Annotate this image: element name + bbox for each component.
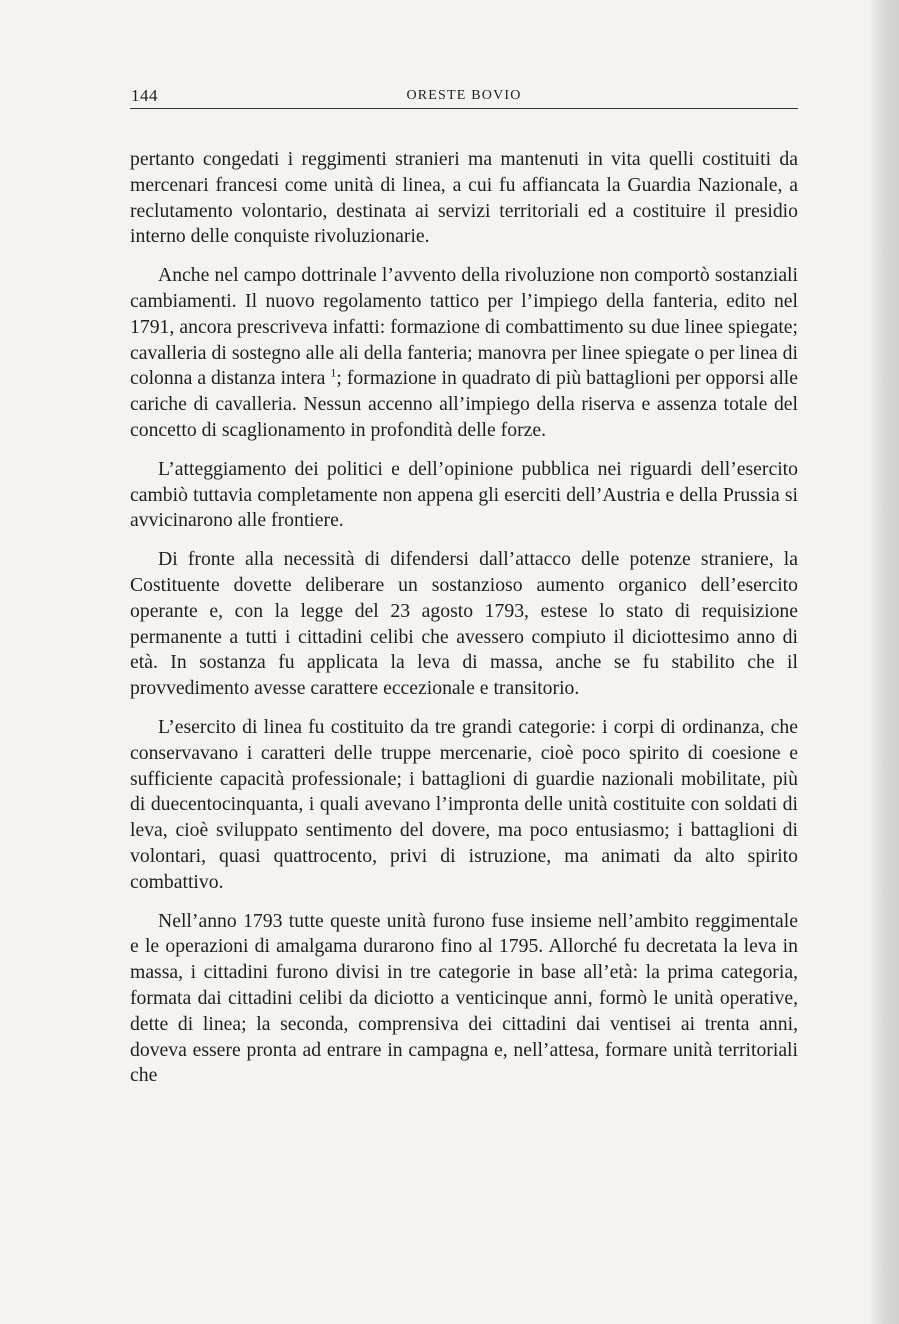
paragraph-3: L’atteggiamento dei politici e dell’opinione pubblica nei riguardi dell’esercito cambiò tuttavia completamente non appena gli eserciti dell’Austria e della Prussia si avvicinarono alle frontiere. [130,457,798,532]
running-head: ORESTE BOVIO [406,88,522,103]
paragraph-2 [130,263,798,444]
page-header [130,84,798,109]
page-number: 144 [131,86,158,105]
paragraph-5: L’esercito di linea fu costituito da tre grandi categorie: i corpi di ordinanza, che conservavano i caratteri delle truppe mercenarie, cioè poco spirito di coesione e sufficiente capacità professionale; i battaglioni di guardie nazionali mobilitate, più di duecentocinquanta, i quali avevano l’impronta delle unità costituite con soldati di leva, cioè sviluppato sentimento del dovere, ma poco entusiasmo; i battaglioni di volontari, quasi quattrocento, privi di istruzione, ma animati da alto spirito combattivo. [130,715,798,893]
book-page [130,84,798,1102]
paragraph-4: Di fronte alla necessità di difendersi dall’attacco delle potenze straniere, la Costituente dovette deliberare un sostanzioso aumento organico dell’esercito operante e, con la legge del 23 agosto 1793, estese lo stato di requisizione permanente a tutti i cittadini celibi che avessero compiuto il diciottesimo anno di età. In sostanza fu applicata la leva di massa, anche se fu stabilito che il provvedimento avesse carattere eccezionale e transitorio. [130,548,798,700]
paragraph-2-text-before: Anche nel campo dottrinale l’avvento della rivoluzione non comportò sostanziali cambiamenti. Il nuovo regolamento tattico per l’impiego della fanteria, edito nel 1791, ancora prescriveva infatti: formazione di combattimento su due linee spiegate; cavalleria di sostegno alle ali della fanteria; manovra per linee spiegate o per linea di colonna a distanza intera [130,264,798,390]
paragraph-6: Nell’anno 1793 tutte queste unità furono fuse insieme nell’ambito reggimentale e le operazioni di amalgama durarono fino al 1795. Allorché fu decretata la leva in massa, i cittadini furono divisi in tre categorie in base all’età: la prima categoria, formata dai cittadini celibi da diciotto a venticinque anni, formò le unità operative, dette di linea; la seconda, comprensiva dei cittadini dai ventisei ai trenta anni, doveva essere pronta ad entrare in campagna e, nell’attesa, formare unità territoriali che [130,909,798,1087]
page-edge-shadow [869,0,899,1324]
paragraph-2-text-after: ; formazione in quadrato di più battaglioni per opporsi alle cariche di cavalleria. Nessun accenno all’impiego della riserva e assenza totale del concetto di scaglionamento in profondità delle forze. [130,367,799,441]
paragraph-1: pertanto congedati i reggimenti stranieri ma mantenuti in vita quelli costituiti da mercenari francesi come unità di linea, a cui fu affiancata la Guardia Nazionale, a reclutamento volontario, destinata ai servizi territoriali ed a costituire il presidio interno delle conquiste rivoluzionarie. [130,148,798,248]
body-text [130,147,798,1089]
footnote-marker[interactable]: 1 [330,365,337,380]
